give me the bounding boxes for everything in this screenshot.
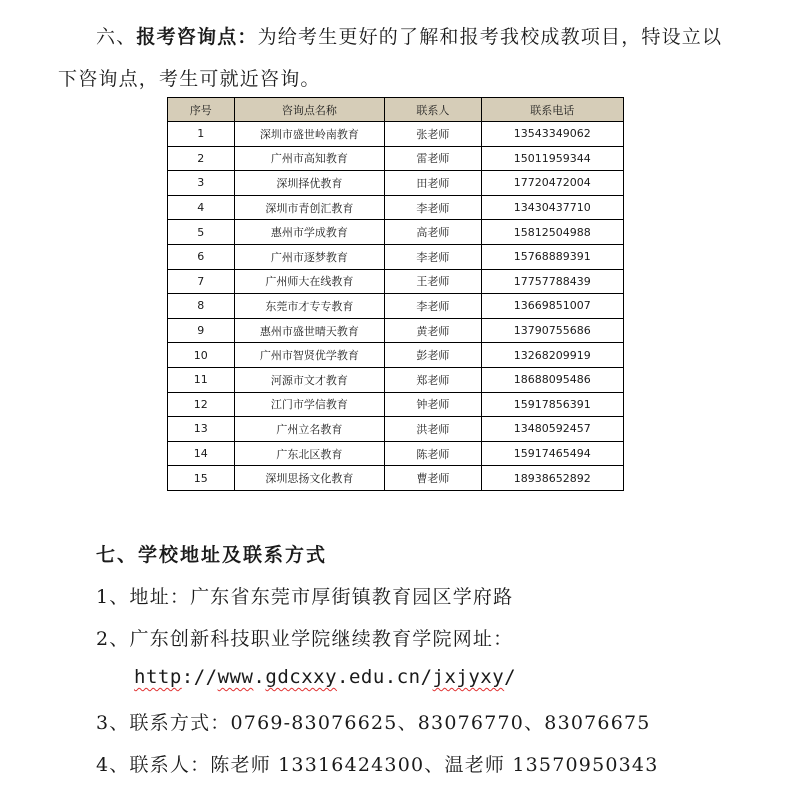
- contact-person-line: 4、联系人：陈老师 13316424300、温老师 13570950343: [96, 754, 659, 776]
- cell-phone: 18938652892: [481, 466, 623, 491]
- contact-phone-line: 3、联系方式：0769-83076625、83076770、83076675: [96, 712, 651, 734]
- table-row: [168, 441, 624, 466]
- cell-index: 4: [168, 195, 235, 220]
- table-row: [168, 171, 624, 196]
- cell-contact: 雷老师: [385, 146, 481, 171]
- table-row: [168, 269, 624, 294]
- section6-heading: 报考咨询点：: [136, 26, 258, 48]
- cell-name: 广州市逐梦教育: [234, 244, 385, 269]
- cell-index: 12: [168, 392, 235, 417]
- cell-contact: 李老师: [385, 195, 481, 220]
- url-www: www: [217, 666, 254, 688]
- cell-name: 河源市文才教育: [234, 367, 385, 392]
- cell-index: 10: [168, 343, 235, 368]
- section6-text-line1: 为给考生更好的了解和报考我校成教项目，特设立以: [257, 26, 723, 48]
- cell-contact: 黄老师: [385, 318, 481, 343]
- table-row: [168, 220, 624, 245]
- cell-index: 14: [168, 441, 235, 466]
- section6-prefix: 六、: [96, 26, 137, 48]
- cell-name: 广州市高知教育: [234, 146, 385, 171]
- website-label: 2、广东创新科技职业学院继续教育学院网址：: [96, 628, 514, 650]
- cell-name: 东莞市才专专教育: [234, 294, 385, 319]
- cell-name: 江门市学信教育: [234, 392, 385, 417]
- table-row: [168, 146, 624, 171]
- cell-index: 8: [168, 294, 235, 319]
- url-tail: /: [504, 666, 517, 688]
- cell-name: 惠州市学成教育: [234, 220, 385, 245]
- cell-index: 2: [168, 146, 235, 171]
- table-header-row: [168, 98, 624, 122]
- cell-contact: 张老师: [385, 122, 481, 147]
- cell-phone: 15768889391: [481, 244, 623, 269]
- cell-phone: 13268209919: [481, 343, 623, 368]
- cell-contact: 田老师: [385, 171, 481, 196]
- cell-contact: 高老师: [385, 220, 481, 245]
- table-row: [168, 122, 624, 147]
- table-row: [168, 318, 624, 343]
- cell-contact: 王老师: [385, 269, 481, 294]
- cell-phone: 13430437710: [481, 195, 623, 220]
- table-row: [168, 466, 624, 491]
- website-link[interactable]: [134, 666, 516, 688]
- cell-name: 广州市智贤优学教育: [234, 343, 385, 368]
- cell-index: 5: [168, 220, 235, 245]
- url-rest: .edu.cn/: [337, 666, 433, 688]
- cell-contact: 钟老师: [385, 392, 481, 417]
- table-row: [168, 343, 624, 368]
- section6-line2: 下咨询点，考生可就近咨询。: [58, 68, 321, 90]
- cell-name: 惠州市盛世晴天教育: [234, 318, 385, 343]
- cell-contact: 李老师: [385, 294, 481, 319]
- cell-name: 深圳思扬文化教育: [234, 466, 385, 491]
- cell-name: 深圳市青创汇教育: [234, 195, 385, 220]
- consultation-table: [167, 97, 624, 491]
- url-sep: ://: [181, 666, 218, 688]
- cell-contact: 郑老师: [385, 367, 481, 392]
- cell-phone: 13669851007: [481, 294, 623, 319]
- cell-phone: 15812504988: [481, 220, 623, 245]
- table-row: [168, 195, 624, 220]
- cell-contact: 陈老师: [385, 441, 481, 466]
- header-contact: 联系人: [385, 98, 481, 122]
- cell-contact: 彭老师: [385, 343, 481, 368]
- section6-line1: [96, 22, 792, 49]
- table-row: [168, 417, 624, 442]
- cell-index: 13: [168, 417, 235, 442]
- cell-phone: 13480592457: [481, 417, 623, 442]
- cell-name: 广州立名教育: [234, 417, 385, 442]
- cell-phone: 13543349062: [481, 122, 623, 147]
- cell-phone: 15917856391: [481, 392, 623, 417]
- url-dot: .: [253, 666, 266, 688]
- url-path: jxjyxy: [432, 666, 505, 688]
- cell-index: 7: [168, 269, 235, 294]
- cell-name: 广州师大在线教育: [234, 269, 385, 294]
- cell-contact: 李老师: [385, 244, 481, 269]
- cell-index: 9: [168, 318, 235, 343]
- cell-phone: 15011959344: [481, 146, 623, 171]
- cell-contact: 洪老师: [385, 417, 481, 442]
- cell-phone: 18688095486: [481, 367, 623, 392]
- table-row: [168, 367, 624, 392]
- url-prefix: http: [134, 666, 182, 688]
- cell-index: 15: [168, 466, 235, 491]
- address-line: 1、地址：广东省东莞市厚街镇教育园区学府路: [96, 586, 514, 608]
- header-name: 咨询点名称: [234, 98, 385, 122]
- table-row: [168, 294, 624, 319]
- cell-index: 6: [168, 244, 235, 269]
- cell-index: 3: [168, 171, 235, 196]
- cell-contact: 曹老师: [385, 466, 481, 491]
- cell-index: 1: [168, 122, 235, 147]
- cell-phone: 13790755686: [481, 318, 623, 343]
- url-domain: gdcxxy: [265, 666, 338, 688]
- header-index: 序号: [168, 98, 235, 122]
- table-row: [168, 392, 624, 417]
- table-row: [168, 244, 624, 269]
- cell-index: 11: [168, 367, 235, 392]
- cell-phone: 17757788439: [481, 269, 623, 294]
- section7-heading: 七、学校地址及联系方式: [96, 544, 328, 566]
- cell-phone: 15917465494: [481, 441, 623, 466]
- cell-name: 深圳市盛世岭南教育: [234, 122, 385, 147]
- cell-name: 深圳择优教育: [234, 171, 385, 196]
- header-phone: 联系电话: [481, 98, 623, 122]
- cell-phone: 17720472004: [481, 171, 623, 196]
- cell-name: 广东北区教育: [234, 441, 385, 466]
